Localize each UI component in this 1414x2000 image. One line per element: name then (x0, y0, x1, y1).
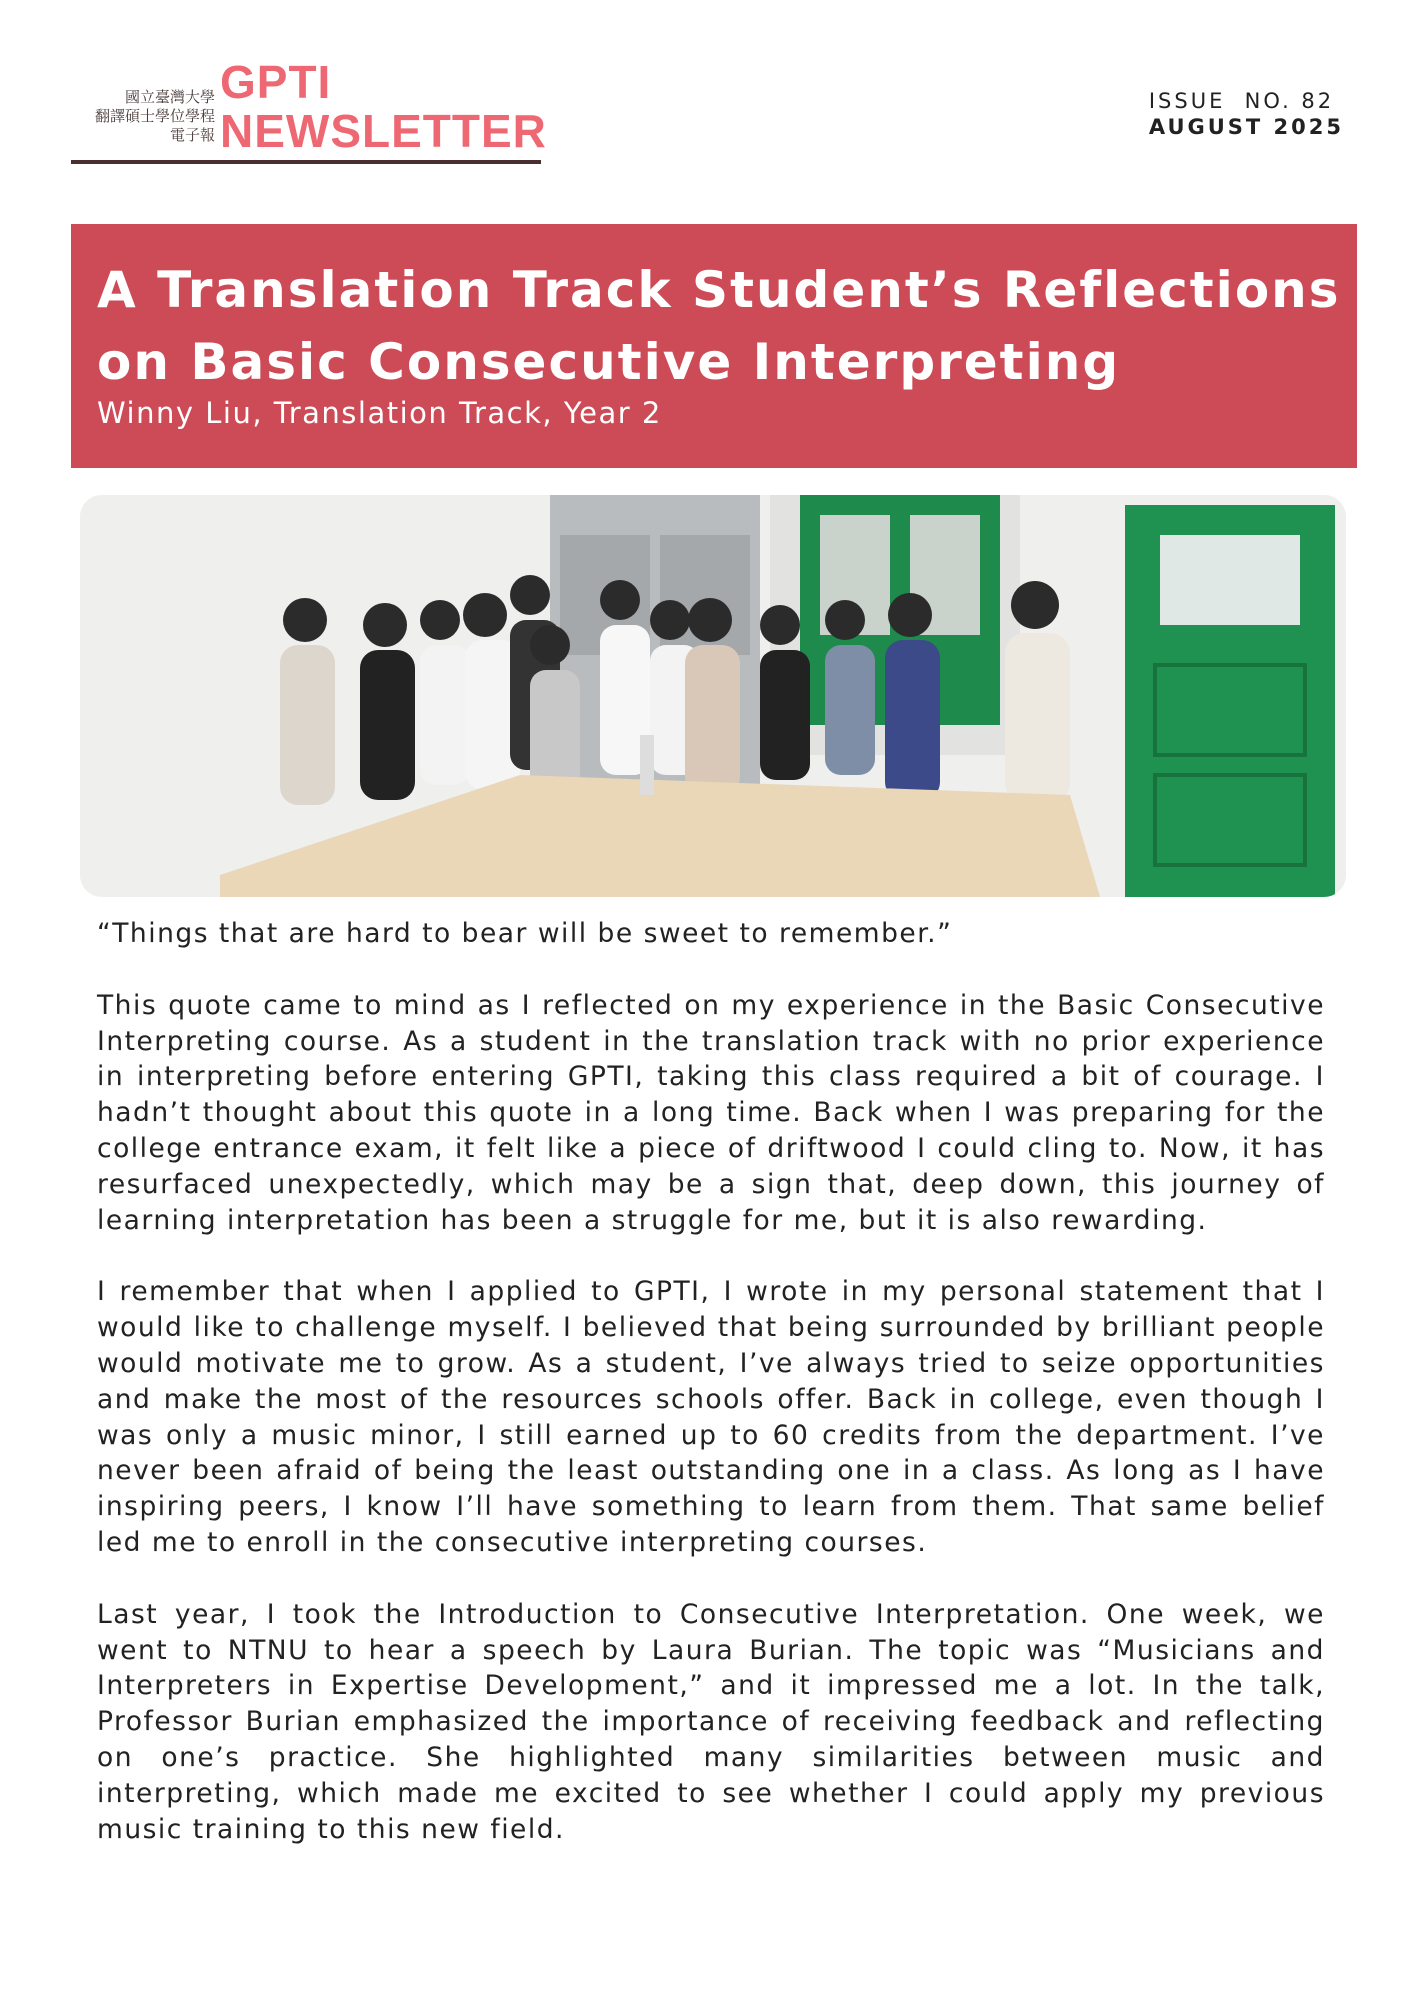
issue-number: ISSUE NO. 82 (1148, 89, 1335, 113)
logo-underline (71, 160, 541, 164)
logo-gpti: GPTI (220, 56, 332, 108)
pull-quote: “Things that are hard to bear will be sweet to remember.” (97, 918, 953, 949)
paragraph: Last year, I took the Introduction to Consecutive Interpretation. One week, we went to NTNU to hear a speech by Laura Burian. The topic was “Musicians and Interpreters in Expertise Development,” and it impressed me a lot. In the talk, Professor Burian emphasized the importance of receiving feedback and reflecting on one’s practice. She highlighted many similarities between music and interpreting, which made me excited to see whether I could apply my previous music training to this new field. (97, 1598, 1325, 1845)
group-photo-illustration (80, 495, 1346, 897)
title-line: A Translation Track Student’s Reflections (97, 261, 1341, 319)
issue-date: AUGUST 2025 (1148, 115, 1344, 139)
logo-cn-line: 國立臺灣大學 (124, 88, 215, 106)
logo-cn-line: 電子報 (169, 126, 215, 144)
issue-info (1149, 88, 1344, 140)
paragraph: I remember that when I applied to GPTI, I wrote in my personal statement that I would like to challenge myself. I believed that being surrounded by brilliant people would motivate me to grow. As a student, I’ve always tried to seize opportunities and make the most of the resources schools offer. Back in college, even though I was only a music minor, I still earned up to 60 credits from the department. I’ve never been afraid of being the least outstanding one in a class. As long as I have inspiring peers, I know I’ll have something to learn from them. That same belief led me to enroll in the consecutive interpreting courses. (97, 1276, 1325, 1558)
article-title (97, 254, 1341, 398)
logo-chinese-name (70, 88, 215, 145)
title-banner (71, 224, 1357, 468)
group-photo (80, 495, 1346, 897)
logo-title (220, 58, 547, 156)
paragraph: This quote came to mind as I reflected on my experience in the Basic Consecutive Interpreting course. As a student in the translation track with no prior experience in interpreting before entering GPTI, taking this class required a bit of courage. I hadn’t thought about this quote in a long time. Back when I was preparing for the college entrance exam, it felt like a piece of driftwood I could cling to. Now, it has resurfaced unexpectedly, which may be a sign that, deep down, this journey of learning interpretation has been a struggle for me, but it is also rewarding. (97, 989, 1325, 1236)
logo-newsletter: NEWSLETTER (220, 105, 547, 157)
title-line: on Basic Consecutive Interpreting (97, 333, 1121, 391)
logo-cn-line: 翻譯碩士學位學程 (94, 107, 215, 125)
article-body (97, 916, 1325, 1883)
article-author: Winny Liu, Translation Track, Year 2 (97, 396, 662, 430)
